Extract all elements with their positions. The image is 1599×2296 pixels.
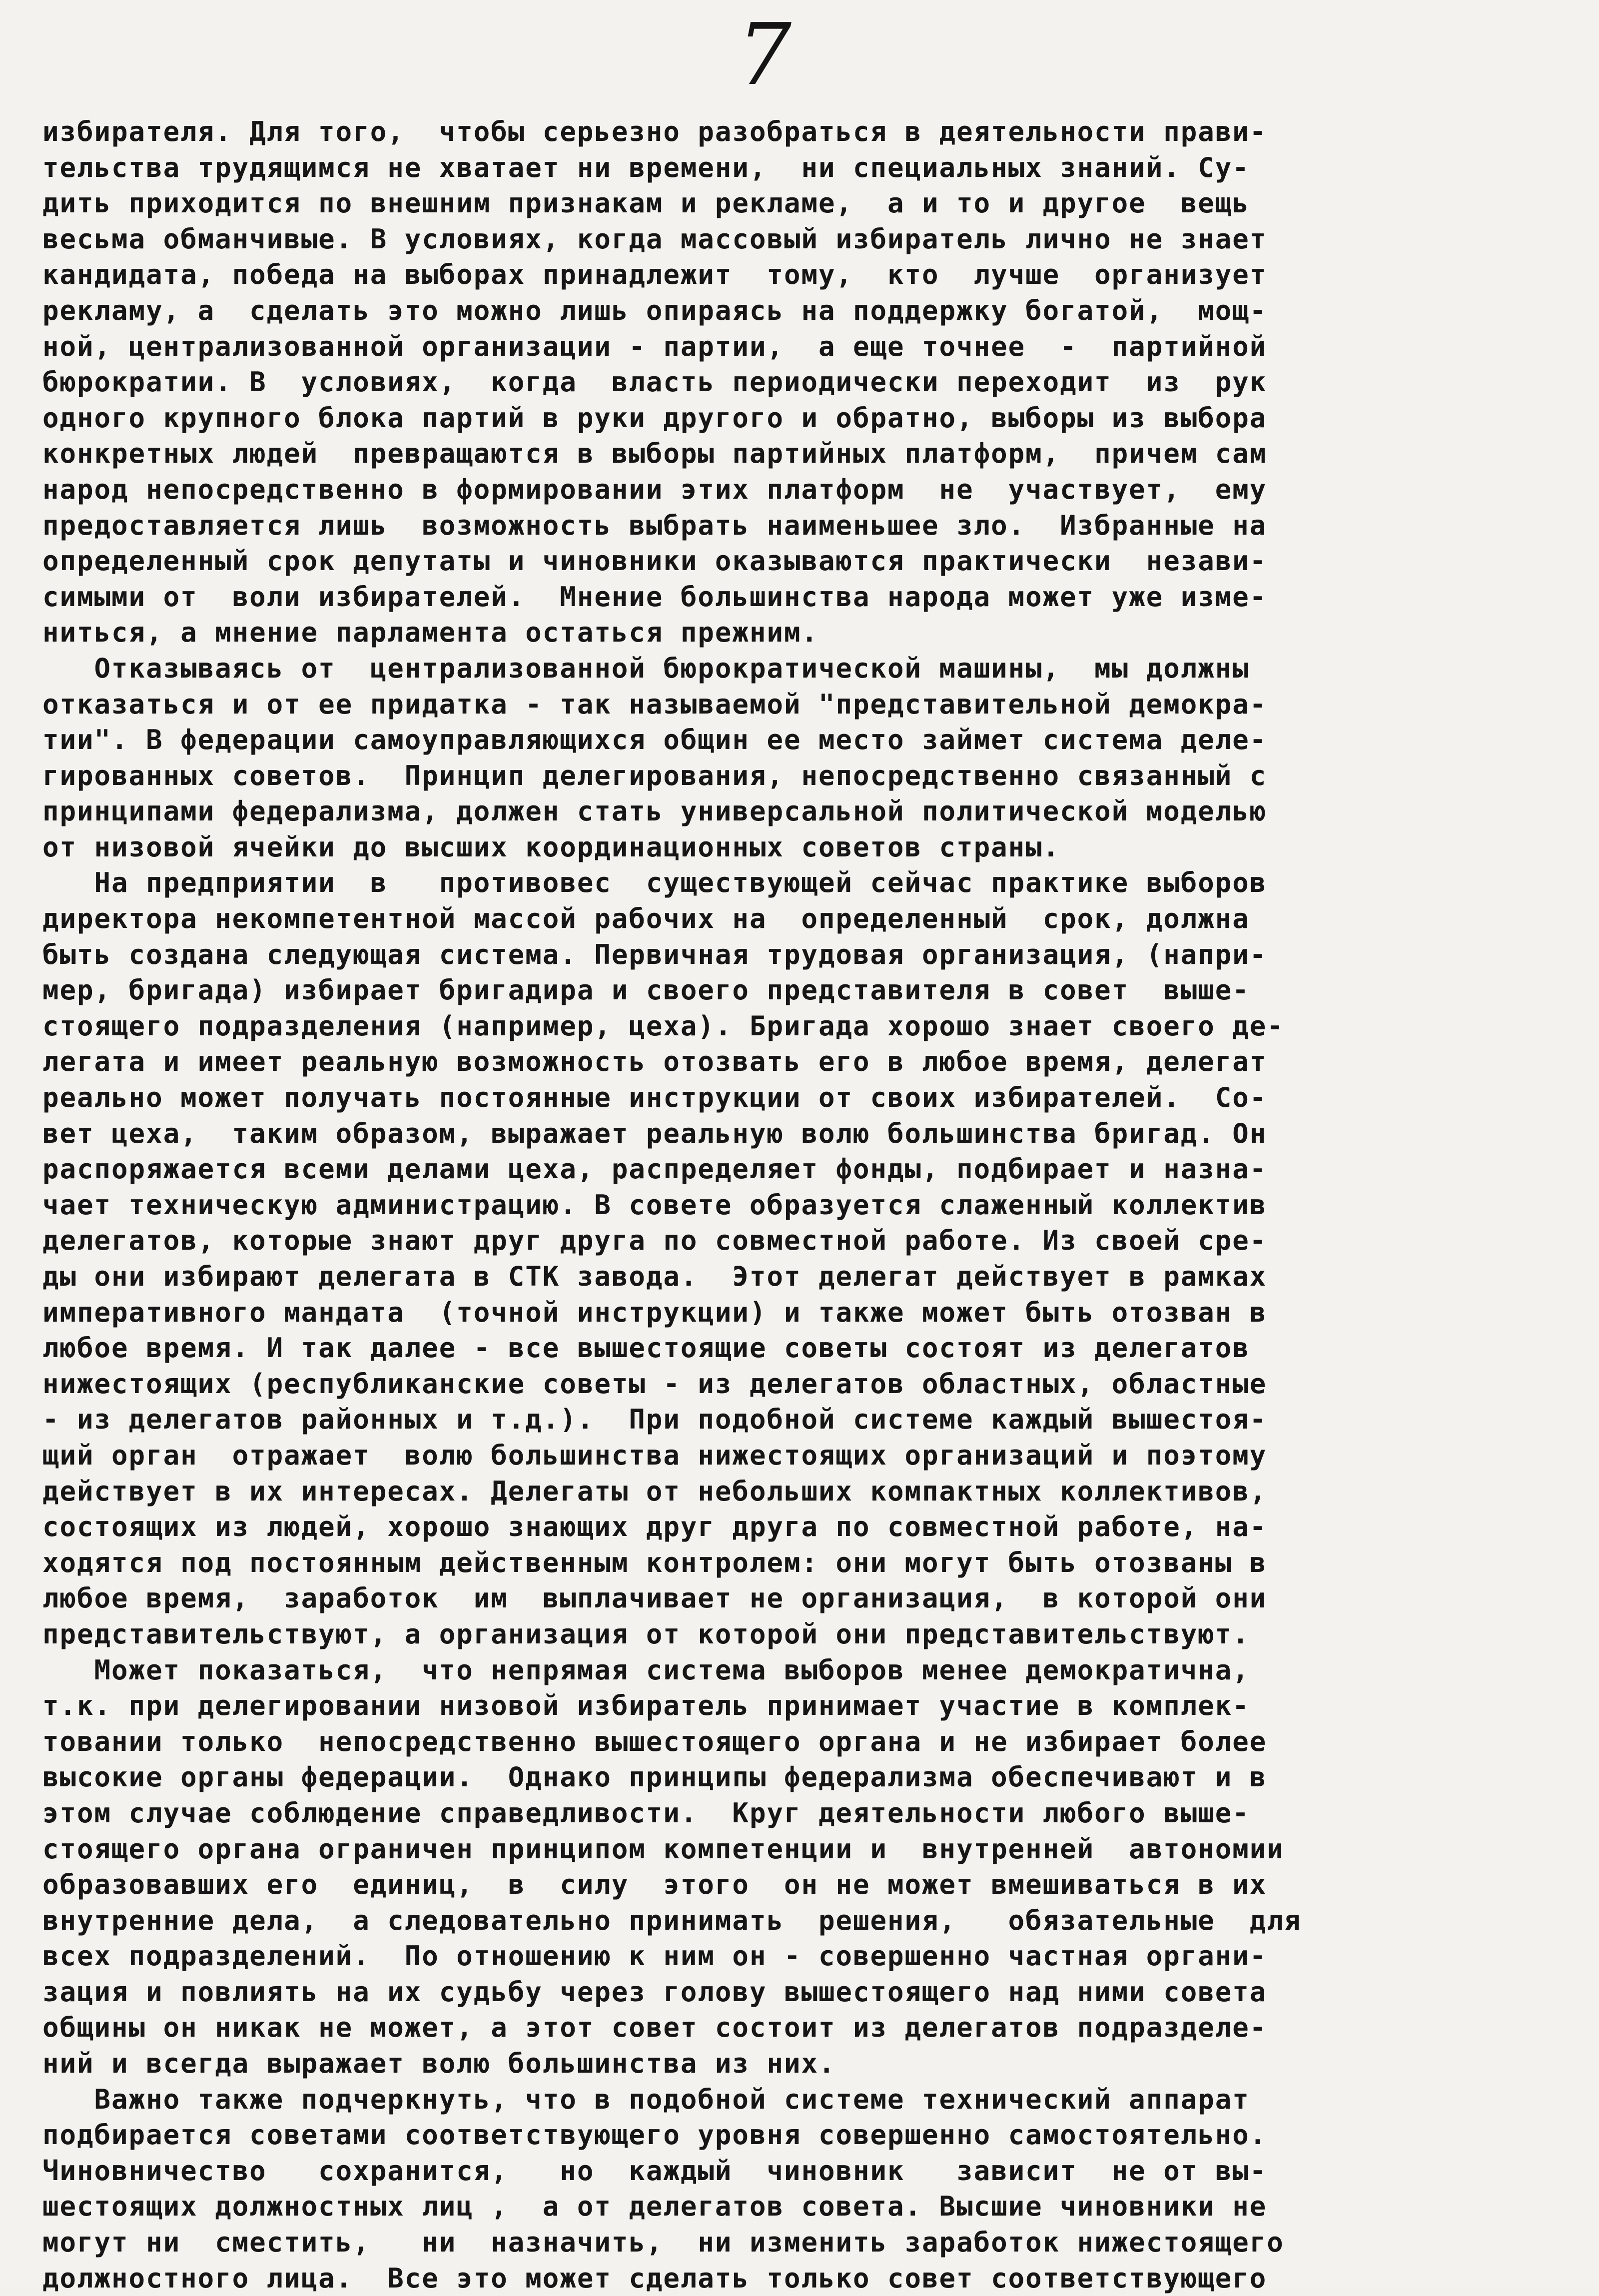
text-line: любое время. И так далее - все вышестоящие советы состоят из делегатов	[42, 1332, 1250, 1364]
text-line: состоящих из людей, хорошо знающих друг друга по совместной работе, на-	[42, 1511, 1267, 1543]
text-line: кандидата, победа на выборах принадлежит тому, кто лучше организует	[42, 259, 1267, 291]
text-line: - из делегатов районных и т.д.). При подобной системе каждый вышестоя-	[42, 1404, 1267, 1436]
text-line: Важно также подчеркнуть, что в подобной системе технический аппарат	[42, 2083, 1250, 2115]
text-line: весьма обманчивые. В условиях, когда массовый избиратель лично не знает	[42, 223, 1267, 255]
text-line: Может показаться, что непрямая система выборов менее демократична,	[42, 1654, 1250, 1686]
text-line: шестоящих должностных лиц , а от делегатов совета. Высшие чиновники не	[42, 2191, 1267, 2223]
text-line: избирателя. Для того, чтобы серьезно разобраться в деятельности прави-	[42, 116, 1267, 147]
text-line: ний и всегда выражает волю большинства из них.	[42, 2048, 836, 2080]
text-line: отказаться и от ее придатка - так называемой "представительной демокра-	[42, 688, 1267, 720]
text-line: любое время, заработок им выплачивает не организация, в которой они	[42, 1582, 1267, 1614]
text-line: реально может получать постоянные инструкции от своих избирателей. Со-	[42, 1082, 1267, 1114]
text-line: чает техническую администрацию. В совете образуется слаженный коллектив	[42, 1189, 1267, 1221]
text-line: высокие органы федерации. Однако принципы федерализма обеспечивают и в	[42, 1761, 1267, 1793]
text-line: легата и имеет реальную возможность отозвать его в любое время, делегат	[42, 1046, 1267, 1078]
text-line: гированных советов. Принцип делегирования, непосредственно связанный с	[42, 760, 1267, 791]
text-line: народ непосредственно в формировании этих платформ не участвует, ему	[42, 473, 1267, 505]
text-line: рекламу, а сделать это можно лишь опираясь на поддержку богатой, мощ-	[42, 294, 1267, 326]
page-number: 7	[737, 5, 792, 104]
text-line: ниться, а мнение парламента остаться прежним.	[42, 617, 818, 649]
text-line: бюрократии. В условиях, когда власть периодически переходит из рук	[42, 366, 1267, 398]
body-text	[42, 114, 1567, 2296]
text-line: действует в их интересах. Делегаты от небольших компактных коллективов,	[42, 1475, 1267, 1507]
text-line: от низовой ячейки до высших координационных советов страны.	[42, 831, 1060, 863]
text-line: принципами федерализма, должен стать универсальной политической моделью	[42, 795, 1267, 827]
text-line: делегатов, которые знают друг друга по совместной работе. Из своей сре-	[42, 1225, 1267, 1257]
text-line: общины он никак не может, а этот совет состоит из делегатов подразделе-	[42, 2012, 1267, 2044]
text-line: стоящего органа ограничен принципом компетенции и внутренней автономии	[42, 1833, 1284, 1865]
text-line: образовавших его единиц, в силу этого он не может вмешиваться в их	[42, 1869, 1267, 1901]
text-line: ходятся под постоянным действенным контролем: они могут быть отозваны в	[42, 1546, 1267, 1578]
text-line: стоящего подразделения (например, цеха). Бригада хорошо знает своего де-	[42, 1010, 1284, 1042]
text-line: всех подразделений. По отношению к ним он - совершенно частная органи-	[42, 1940, 1267, 1972]
text-line: щий орган отражает волю большинства нижестоящих организаций и поэтому	[42, 1439, 1267, 1471]
text-line: ды они избирают делегата в СТК завода. Этот делегат действует в рамках	[42, 1261, 1267, 1292]
text-line: этом случае соблюдение справедливости. Круг деятельности любого выше-	[42, 1797, 1250, 1829]
text-line: тии". В федерации самоуправляющихся общин ее место займет система деле-	[42, 724, 1267, 756]
text-line: Отказываясь от централизованной бюрократической машины, мы должны	[42, 652, 1250, 684]
text-line: симыми от воли избирателей. Мнение большинства народа может уже изме-	[42, 581, 1267, 613]
text-line: быть создана следующая система. Первичная трудовая организация, (напри-	[42, 938, 1267, 970]
text-line: т.к. при делегировании низовой избиратель принимает участие в комплек-	[42, 1690, 1250, 1722]
text-line: определенный срок депутаты и чиновники оказываются практически незави-	[42, 545, 1267, 577]
text-line: дить приходится по внешним признакам и рекламе, а и то и другое вещь	[42, 187, 1250, 219]
text-line: предоставляется лишь возможность выбрать наименьшее зло. Избранные на	[42, 509, 1267, 541]
text-line: внутренние дела, а следовательно принимать решения, обязательные для	[42, 1904, 1302, 1936]
text-line: распоряжается всеми делами цеха, распределяет фонды, подбирает и назна-	[42, 1153, 1267, 1185]
text-line: должностного лица. Все это может сделать только совет соответствующего	[42, 2262, 1267, 2294]
text-line: подбирается советами соответствующего уровня совершенно самостоятельно.	[42, 2119, 1267, 2151]
text-line: императивного мандата (точной инструкции) и также может быть отозван в	[42, 1296, 1267, 1328]
text-line: представительствуют, а организация от которой они представительствуют.	[42, 1618, 1250, 1650]
text-line: На предприятии в противовес существующей сейчас практике выборов	[42, 867, 1267, 899]
text-line: директора некомпетентной массой рабочих на определенный срок, должна	[42, 903, 1250, 935]
text-line: Чиновничество сохранится, но каждый чиновник зависит не от вы-	[42, 2155, 1267, 2187]
text-line: одного крупного блока партий в руки другого и обратно, выборы из выбора	[42, 402, 1267, 434]
text-line: мер, бригада) избирает бригадира и своего представителя в совет выше-	[42, 974, 1250, 1006]
text-line: нижестоящих (республиканские советы - из делегатов областных, областные	[42, 1368, 1267, 1400]
text-line: тельства трудящимся не хватает ни времени, ни специальных знаний. Су-	[42, 151, 1250, 183]
text-line: вет цеха, таким образом, выражает реальную волю большинства бригад. Он	[42, 1117, 1267, 1149]
text-line: зация и повлиять на их судьбу через голову вышестоящего над ними совета	[42, 1976, 1267, 2008]
text-line: конкретных людей превращаются в выборы партийных платформ, причем сам	[42, 438, 1267, 470]
text-line: могут ни сместить, ни назначить, ни изменить заработок нижестоящего	[42, 2227, 1284, 2259]
text-line: товании только непосредственно вышестоящего органа и не избирает более	[42, 1725, 1267, 1757]
text-line: ной, централизованной организации - партии, а еще точнее - партийной	[42, 330, 1267, 362]
